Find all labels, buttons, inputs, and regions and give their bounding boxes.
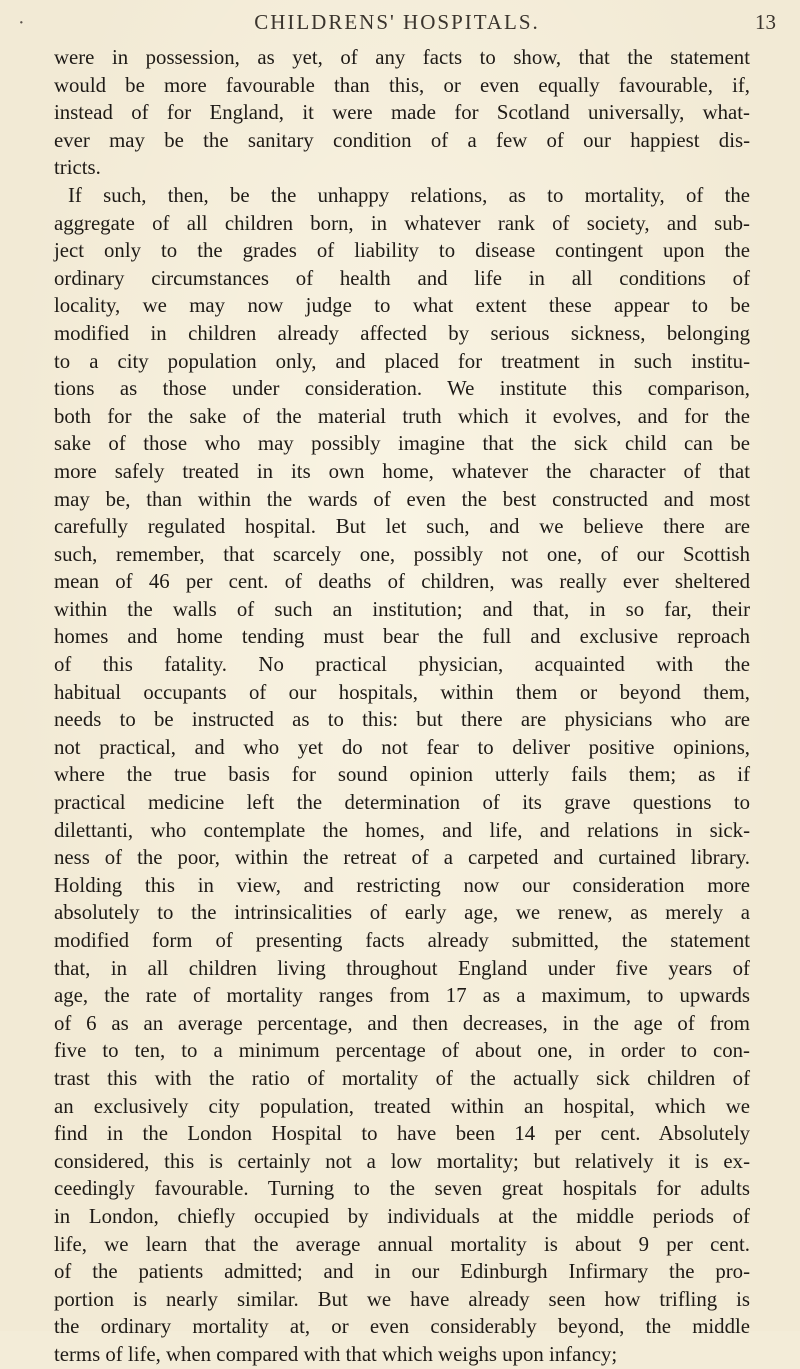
text-line: life, we learn that the average annual mortality is about 9 per cent. bbox=[54, 1232, 750, 1256]
text-line: of the patients admitted; and in our Edinburgh Infirmary the pro- bbox=[54, 1260, 750, 1284]
text-line: both for the sake of the material truth which it evolves, and for the bbox=[54, 404, 750, 428]
text-line: the ordinary mortality at, or even considerably beyond, the middle bbox=[54, 1315, 750, 1339]
text-line: where the true basis for sound opinion utterly fails them; as if bbox=[54, 763, 750, 787]
text-line: not practical, and who yet do not fear to deliver positive opinions, bbox=[54, 735, 750, 759]
text-line: ceedingly favourable. Turning to the seven great hospitals for adults bbox=[54, 1177, 750, 1201]
text-line: within the walls of such an institution; and that, in so far, their bbox=[54, 597, 750, 621]
text-line: of 6 as an average percentage, and then decreases, in the age of from bbox=[54, 1011, 750, 1035]
text-line: homes and home tending must bear the full and exclusive reproach bbox=[54, 625, 750, 649]
body-text bbox=[54, 44, 750, 1369]
text-line: an exclusively city population, treated within an hospital, which we bbox=[54, 1094, 750, 1118]
text-line: find in the London Hospital to have been 14 per cent. Absolutely bbox=[54, 1122, 750, 1146]
text-line: to a city population only, and placed for treatment in such institu- bbox=[54, 349, 750, 373]
text-line: locality, we may now judge to what extent these appear to be bbox=[54, 294, 750, 318]
text-line: considered, this is certainly not a low mortality; but relatively it is ex- bbox=[54, 1149, 750, 1173]
text-line: five to ten, to a minimum percentage of about one, in order to con- bbox=[54, 1039, 750, 1063]
text-line: Holding this in view, and restricting now our consideration more bbox=[54, 873, 750, 897]
text-line: trast this with the ratio of mortality of the actually sick children of bbox=[54, 1066, 750, 1090]
text-line: ordinary circumstances of health and life in all conditions of bbox=[54, 266, 750, 290]
text-line: instead of for England, it were made for Scotland universally, what- bbox=[54, 101, 750, 125]
text-line: such, remember, that scarcely one, possibly not one, of our Scottish bbox=[54, 542, 750, 566]
running-title: CHILDRENS' HOSPITALS. bbox=[254, 10, 540, 34]
text-line: of this fatality. No practical physician, acquainted with the bbox=[54, 653, 750, 677]
text-line: more safely treated in its own home, whatever the character of that bbox=[54, 459, 750, 483]
text-line: ever may be the sanitary condition of a few of our happiest dis- bbox=[54, 128, 750, 152]
text-line: dilettanti, who contemplate the homes, and life, and relations in sick- bbox=[54, 818, 750, 842]
paragraph bbox=[54, 44, 750, 182]
text-line: sake of those who may possibly imagine that the sick child can be bbox=[54, 432, 750, 456]
text-line: carefully regulated hospital. But let such, and we believe there are bbox=[54, 515, 750, 539]
margin-mark: · bbox=[18, 12, 25, 34]
text-line: modified form of presenting facts already submitted, the statement bbox=[54, 929, 750, 952]
text-line: may be, than within the wards of even the best constructed and most bbox=[54, 487, 750, 511]
text-line: needs to be instructed as to this: but there are physicians who are bbox=[54, 708, 750, 732]
text-line: tions as those under consideration. We institute this comparison, bbox=[54, 377, 750, 401]
text-line: habitual occupants of our hospitals, within them or beyond them, bbox=[54, 680, 750, 704]
running-header bbox=[18, 10, 776, 40]
text-line: mean of 46 per cent. of deaths of children, was really ever sheltered bbox=[54, 570, 750, 594]
text-line: practical medicine left the determination of its grave questions to bbox=[54, 791, 750, 815]
text-line: absolutely to the intrinsicalities of early age, we renew, as merely a bbox=[54, 901, 750, 925]
text-line: ness of the poor, within the retreat of a carpeted and curtained library. bbox=[54, 846, 750, 870]
paragraph bbox=[54, 182, 750, 1369]
text-line: in London, chiefly occupied by individuals at the middle periods of bbox=[54, 1204, 750, 1228]
text-line: that, in all children living throughout England under five years of bbox=[54, 956, 750, 980]
text-line: age, the rate of mortality ranges from 17 as a maximum, to upwards bbox=[54, 984, 750, 1008]
text-line: modified in children already affected by serious sickness, belonging bbox=[54, 321, 750, 345]
text-line: tricts. bbox=[54, 156, 101, 180]
text-line: ject only to the grades of liability to disease contingent upon the bbox=[54, 239, 750, 263]
text-line: were in possession, as yet, of any facts to show, that the statement bbox=[54, 46, 750, 69]
text-line: aggregate of all children born, in whatever rank of society, and sub- bbox=[54, 211, 750, 235]
text-line: terms of life, when compared with that which weighs upon infancy; bbox=[54, 1342, 618, 1366]
text-line: would be more favourable than this, or even equally favourable, if, bbox=[54, 73, 750, 97]
text-line: portion is nearly similar. But we have already seen how trifling is bbox=[54, 1287, 750, 1311]
page-number: 13 bbox=[755, 10, 776, 34]
text-line: If such, then, be the unhappy relations, as to mortality, of the bbox=[68, 183, 750, 207]
